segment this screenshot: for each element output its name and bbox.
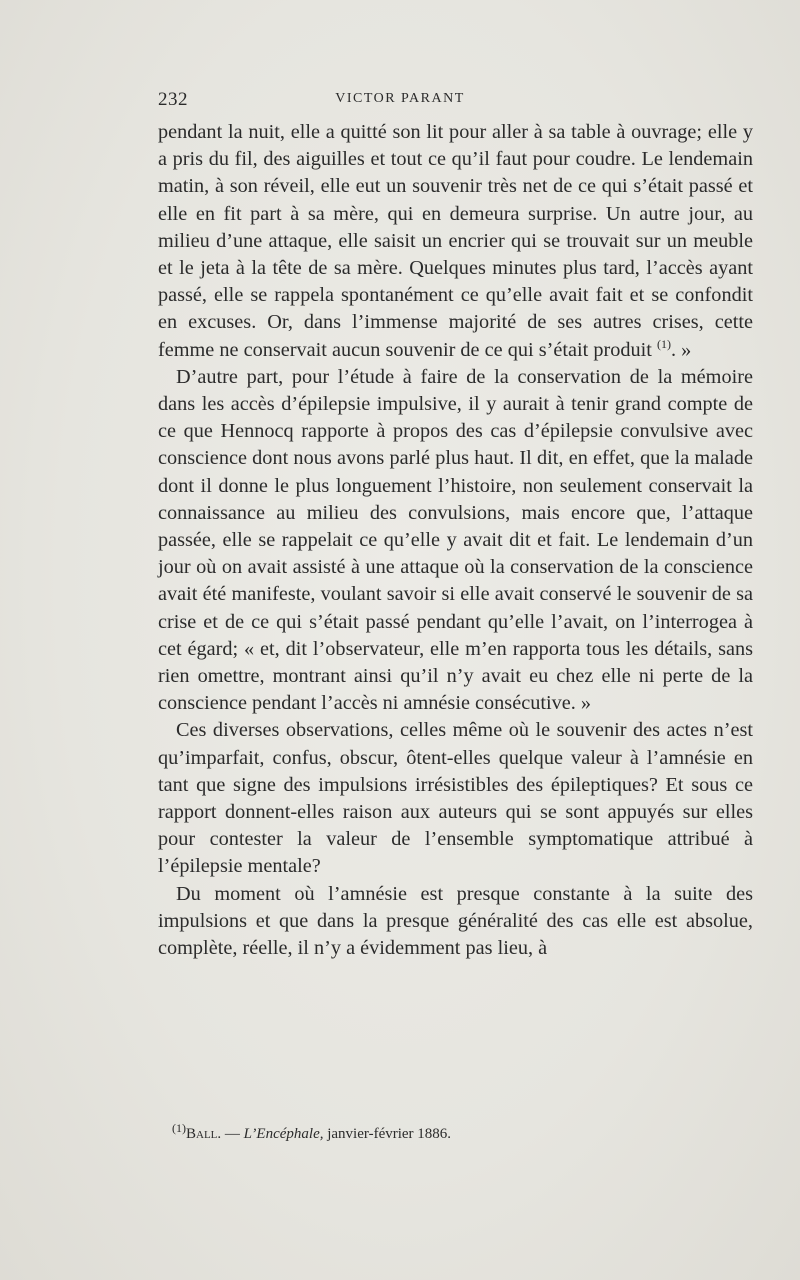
paragraph-1-tail: . »	[670, 338, 692, 361]
page-number: 232	[158, 89, 188, 110]
footnote-author: Ball.	[186, 1126, 222, 1142]
footnote-marker: (1)	[172, 1121, 186, 1135]
footnote	[172, 1121, 452, 1144]
paragraph-1-text: pendant la nuit, elle a quitté son lit pour aller à sa table à ouvrage; elle y a pris du fil, des aiguilles et tout ce qu’il faut pour coudre. Le lendemain matin, à son réveil, elle eut un souvenir très net de ce qui s’était passé et elle en fit part à sa mère, qui en demeura surprise. Un autre jour, au milieu d’une attaque, elle saisit un encrier qui se trouvait sur un meuble et le jeta à la tête de sa mère. Quelques minutes plus tard, l’accès ayant passé, elle se rappela spontanément ce qu’elle avait fait et se confondit en excuses. Or, dans l’immense majorité de ses autres crises, cette femme ne conservait aucun souvenir de ce qui s’était produit	[158, 121, 753, 361]
paragraph-2: D’autre part, pour l’étude à faire de la conservation de la mémoire dans les accès d’épilepsie impulsive, il y aurait à tenir grand compte de ce que Hennocq rapporte à propos des cas d’épilepsie convulsive avec conscience dont nous avons parlé plus haut. Il dit, en effet, que la malade dont il donne le plus longuement l’histoire, non seulement conservait la connaissance au milieu des convulsions, mais encore que, l’attaque passée, elle se rappelait ce qu’elle y avait dit et fait. Le lendemain d’un jour où on avait assisté à une attaque où la conservation de la conscience avait été manifeste, voulant savoir si elle avait conservé le souvenir de sa crise et de ce qui s’était passé pendant qu’elle l’avait, on l’interrogea à cet égard; « et, dit l’observateur, elle m’en rapporta tous les détails, sans rien omettre, montrant ainsi qu’il n’y avait eu chez elle ni perte de la conscience pendant l’accès ni amnésie consécutive. »	[158, 365, 753, 715]
footnote-journal: L’Encéphale,	[243, 1126, 324, 1142]
body-text	[158, 119, 753, 962]
paragraph-1	[158, 119, 753, 364]
footnote-date: janvier-février 1886.	[323, 1126, 452, 1142]
footnote-separator: —	[221, 1126, 244, 1142]
paragraph-4: Du moment où l’amnésie est presque constante à la suite des impulsions et que dans la presque généralité des cas elle est absolue, complète, réelle, il n’y a évidemment pas lieu, à	[158, 882, 753, 960]
paragraph-3: Ces diverses observations, celles même où le souvenir des actes n’est qu’imparfait, confus, obscur, ôtent-elles quelque valeur à l’amnésie en tant que signe des impulsions irrésistibles des épileptiques? Et sous ce rapport donnent-elles raison aux auteurs qui se sont appuyés sur elles pour contester la valeur de l’ensemble symptomatique attribué à l’épilepsie mentale?	[158, 719, 753, 878]
running-title: VICTOR PARANT	[335, 91, 465, 106]
footnote-ref: (1)	[656, 336, 671, 351]
